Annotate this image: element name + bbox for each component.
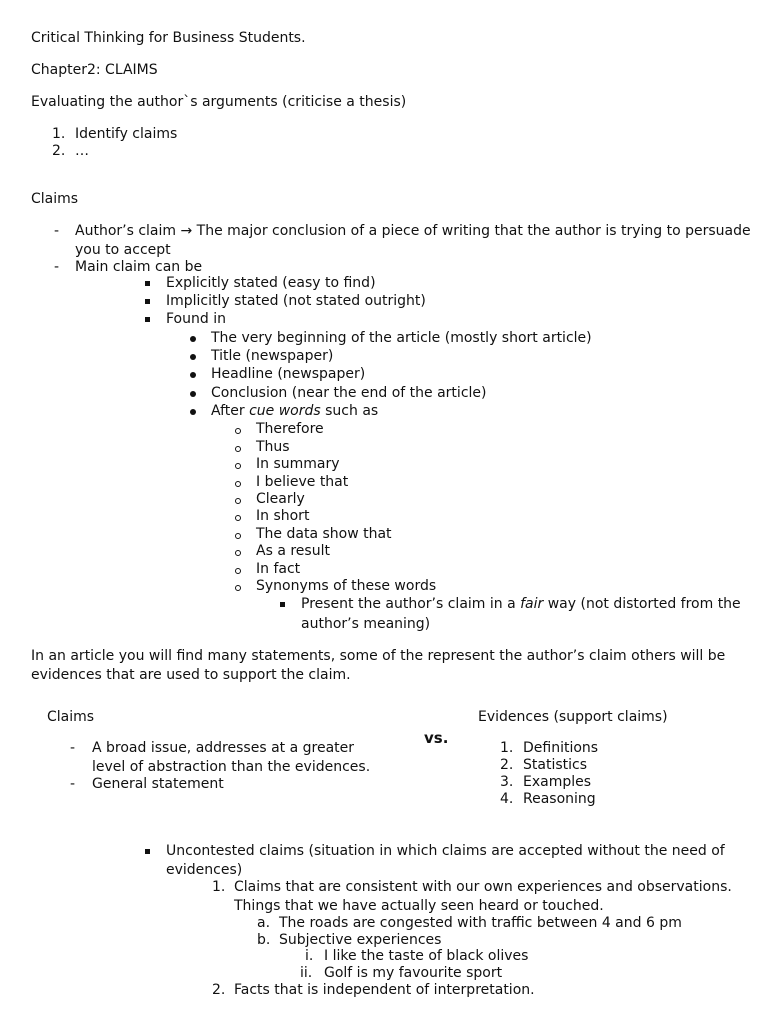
evidence-item: Examples bbox=[523, 774, 592, 790]
square-bullet-icon bbox=[145, 281, 150, 286]
evidence-item: Statistics bbox=[523, 757, 587, 773]
dash-bullet: - bbox=[70, 740, 76, 756]
list-marker: 2. bbox=[52, 143, 66, 159]
list-marker: i. bbox=[305, 948, 314, 964]
comparison-right-heading: Evidences (support claims) bbox=[478, 709, 668, 725]
list-marker: ii. bbox=[300, 965, 313, 981]
cue-word: I believe that bbox=[256, 474, 349, 490]
list-marker: 2. bbox=[500, 757, 514, 773]
square-bullet-icon bbox=[145, 849, 150, 854]
list-item: Subjective experiences bbox=[279, 932, 442, 948]
uncontested-item1-line1: Claims that are consistent with our own experiences and observations. bbox=[234, 879, 732, 895]
list-item: Implicitly stated (not stated outright) bbox=[166, 293, 426, 309]
cue-word: In short bbox=[256, 508, 310, 524]
cue-word: Clearly bbox=[256, 491, 305, 507]
list-marker: 1. bbox=[212, 879, 226, 895]
circle-bullet-icon bbox=[235, 515, 241, 521]
list-item: Headline (newspaper) bbox=[211, 366, 366, 382]
document-title: Critical Thinking for Business Students. bbox=[31, 30, 306, 46]
circle-bullet-icon bbox=[235, 481, 241, 487]
list-item: Golf is my favourite sport bbox=[324, 965, 503, 981]
cue-word: As a result bbox=[256, 543, 330, 559]
cue-word: In summary bbox=[256, 456, 340, 472]
present-claim-line1: Present the author’s claim in a fair way (not distorted from the bbox=[301, 596, 741, 612]
list-item: The roads are congested with traffic between 4 and 6 pm bbox=[279, 915, 682, 931]
uncontested-item1-line2: Things that we have actually seen heard or touched. bbox=[234, 898, 604, 914]
list-marker: a. bbox=[257, 915, 271, 931]
list-marker: 4. bbox=[500, 791, 514, 807]
list-item: Title (newspaper) bbox=[211, 348, 334, 364]
dash-bullet: - bbox=[70, 776, 76, 792]
subtitle: Evaluating the author`s arguments (criticise a thesis) bbox=[31, 94, 407, 110]
cue-word: In fact bbox=[256, 561, 301, 577]
cue-word: The data show that bbox=[256, 526, 392, 542]
paragraph-line1: In an article you will find many statements, some of the represent the author’s claim others will be bbox=[31, 648, 726, 664]
authors-claim-line2: you to accept bbox=[75, 242, 171, 258]
list-item-after-cue-words: After cue words such as bbox=[211, 403, 379, 419]
square-bullet-icon bbox=[145, 317, 150, 322]
circle-bullet-icon bbox=[235, 463, 241, 469]
list-marker: 1. bbox=[500, 740, 514, 756]
list-item: Conclusion (near the end of the article) bbox=[211, 385, 487, 401]
circle-bullet-icon bbox=[235, 568, 241, 574]
list-item: Identify claims bbox=[75, 126, 178, 142]
list-marker: 3. bbox=[500, 774, 514, 790]
claims-trait-line1: A broad issue, addresses at a greater bbox=[92, 740, 355, 756]
comparison-left-heading: Claims bbox=[47, 709, 95, 725]
circle-bullet-icon bbox=[235, 533, 241, 539]
list-marker: 1. bbox=[52, 126, 66, 142]
uncontested-line2: evidences) bbox=[166, 862, 243, 878]
dot-bullet-icon bbox=[190, 391, 196, 397]
section-heading-claims: Claims bbox=[31, 191, 79, 207]
cue-word: Therefore bbox=[256, 421, 324, 437]
dot-bullet-icon bbox=[190, 409, 196, 415]
list-marker: 2. bbox=[212, 982, 226, 998]
present-claim-line2: author’s meaning) bbox=[301, 616, 431, 632]
claims-trait-line2: level of abstraction than the evidences. bbox=[92, 759, 371, 775]
list-item: I like the taste of black olives bbox=[324, 948, 529, 964]
list-item: The very beginning of the article (mostly short article) bbox=[211, 330, 592, 346]
uncontested-line1: Uncontested claims (situation in which claims are accepted without the need of bbox=[166, 843, 725, 859]
square-bullet-icon bbox=[280, 602, 285, 607]
dot-bullet-icon bbox=[190, 336, 196, 342]
circle-bullet-icon bbox=[235, 428, 241, 434]
list-marker: b. bbox=[257, 932, 271, 948]
chapter-heading: Chapter2: CLAIMS bbox=[31, 62, 158, 78]
circle-bullet-icon bbox=[235, 498, 241, 504]
evidence-item: Reasoning bbox=[523, 791, 596, 807]
claims-trait: General statement bbox=[92, 776, 224, 792]
dash-bullet: - bbox=[54, 259, 60, 275]
cue-word: Thus bbox=[256, 439, 290, 455]
main-claim-label: Main claim can be bbox=[75, 259, 203, 275]
authors-claim-line1: Author’s claim → The major conclusion of a piece of writing that the author is trying to persuade bbox=[75, 223, 751, 239]
cue-word: Synonyms of these words bbox=[256, 578, 437, 594]
dot-bullet-icon bbox=[190, 372, 196, 378]
paragraph-line2: evidences that are used to support the claim. bbox=[31, 667, 351, 683]
evidence-item: Definitions bbox=[523, 740, 599, 756]
circle-bullet-icon bbox=[235, 585, 241, 591]
circle-bullet-icon bbox=[235, 446, 241, 452]
list-item: … bbox=[75, 143, 89, 159]
circle-bullet-icon bbox=[235, 550, 241, 556]
dot-bullet-icon bbox=[190, 354, 196, 360]
vs-label: vs. bbox=[424, 729, 449, 747]
square-bullet-icon bbox=[145, 299, 150, 304]
list-item: Explicitly stated (easy to find) bbox=[166, 275, 376, 291]
dash-bullet: - bbox=[54, 223, 60, 239]
list-item: Found in bbox=[166, 311, 226, 327]
uncontested-item2: Facts that is independent of interpretation. bbox=[234, 982, 535, 998]
